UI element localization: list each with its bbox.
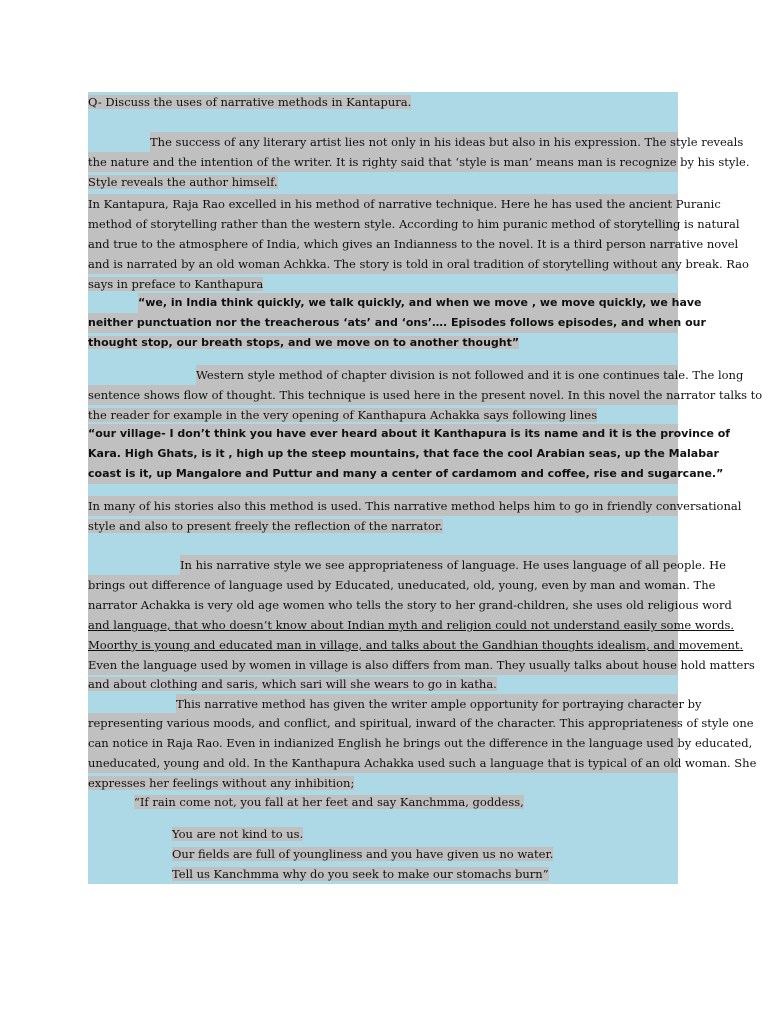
text-line: says in preface to Kanthapura — [88, 277, 264, 291]
text-line: expresses her feelings without any inhibition; — [88, 776, 355, 790]
text-line: “our village- I don’t think you have ever heard about it Kanthapura is its name and it is the province of — [88, 424, 678, 444]
text-line: neither punctuation nor the treacherous ‘ats’ and ‘ons’…. Episodes follows episodes, and when our — [88, 313, 678, 333]
text-line: Tell us Kanchmma why do you seek to make our stomachs burn” — [172, 867, 549, 881]
text-line: can notice in Raja Rao. Even in indianized English he brings out the difference in the language used by educated, — [88, 733, 678, 753]
text-line: In his narrative style we see appropriateness of language. He uses language of all people. He — [88, 555, 678, 575]
question-heading: Q- Discuss the uses of narrative methods in Kantapura. — [88, 95, 412, 109]
text-line: brings out difference of language used by Educated, uneducated, old, young, even by man and woman. The — [88, 575, 678, 595]
text-line: the reader for example in the very opening of Kanthapura Achakka says following lines — [88, 408, 598, 422]
text-line: representing various moods, and conflict, and spiritual, inward of the character. This appropriateness of style one — [88, 713, 678, 733]
text-line: Even the language used by women in village is also differs from man. They usually talks about house hold matters — [88, 655, 678, 675]
text-line: and is narrated by an old woman Achkka. The story is told in oral tradition of storytelling without any break. Rao — [88, 254, 678, 274]
text-line: Western style method of chapter division is not followed and it is one continues tale. The long — [88, 365, 678, 385]
document-page — [88, 92, 763, 884]
text-line: Kara. High Ghats, is it , high up the steep mountains, that face the cool Arabian seas, up the Malabar — [88, 444, 678, 464]
text-line: sentence shows flow of thought. This technique is used here in the present novel. In this novel the narrator talks to — [88, 385, 678, 405]
text-line: and true to the atmosphere of India, which gives an Indianness to the novel. It is a third person narrative novel — [88, 234, 678, 254]
text-line: style and also to present freely the reflection of the narrator. — [88, 519, 443, 533]
text-line: In many of his stories also this method is used. This narrative method helps him to go in friendly conversational — [88, 496, 678, 516]
text-line: You are not kind to us. — [172, 827, 304, 841]
text-line: “If rain come not, you fall at her feet and say Kanchmma, goddess, — [134, 795, 524, 809]
text-line: method of storytelling rather than the western style. According to him puranic method of storytelling is natural — [88, 214, 678, 234]
text-line: narrator Achakka is very old age women who tells the story to her grand-children, she uses old religious word — [88, 595, 678, 615]
text-line: the nature and the intention of the writer. It is righty said that ‘style is man’ means man is recognize by his style. — [88, 152, 678, 172]
text-line: This narrative method has given the writer ample opportunity for portraying character by — [88, 694, 678, 714]
text-line: coast is it, up Mangalore and Puttur and many a center of cardamom and coffee, rise and sugarcane.” — [88, 464, 678, 484]
text-line: “we, in India think quickly, we talk quickly, and when we move , we move quickly, we have — [88, 293, 678, 313]
text-line: The success of any literary artist lies not only in his ideas but also in his expression. The style reveals — [88, 132, 678, 152]
text-line: Moorthy is young and educated man in village, and talks about the Gandhian thoughts idealism, and movement. — [88, 635, 678, 655]
text-line: and language, that who doesn’t know about Indian myth and religion could not understand easily some words. — [88, 615, 678, 635]
text-line: uneducated, young and old. In the Kanthapura Achakka used such a language that is typical of an old woman. She — [88, 753, 678, 773]
text-line: In Kantapura, Raja Rao excelled in his method of narrative technique. Here he has used the ancient Puranic — [88, 194, 678, 214]
text-line: and about clothing and saris, which sari will she wears to go in katha. — [88, 677, 497, 691]
text-line: Style reveals the author himself. — [88, 175, 278, 189]
text-line: thought stop, our breath stops, and we move on to another thought” — [88, 336, 520, 349]
text-line: Our fields are full of youngliness and you have given us no water. — [172, 847, 554, 861]
